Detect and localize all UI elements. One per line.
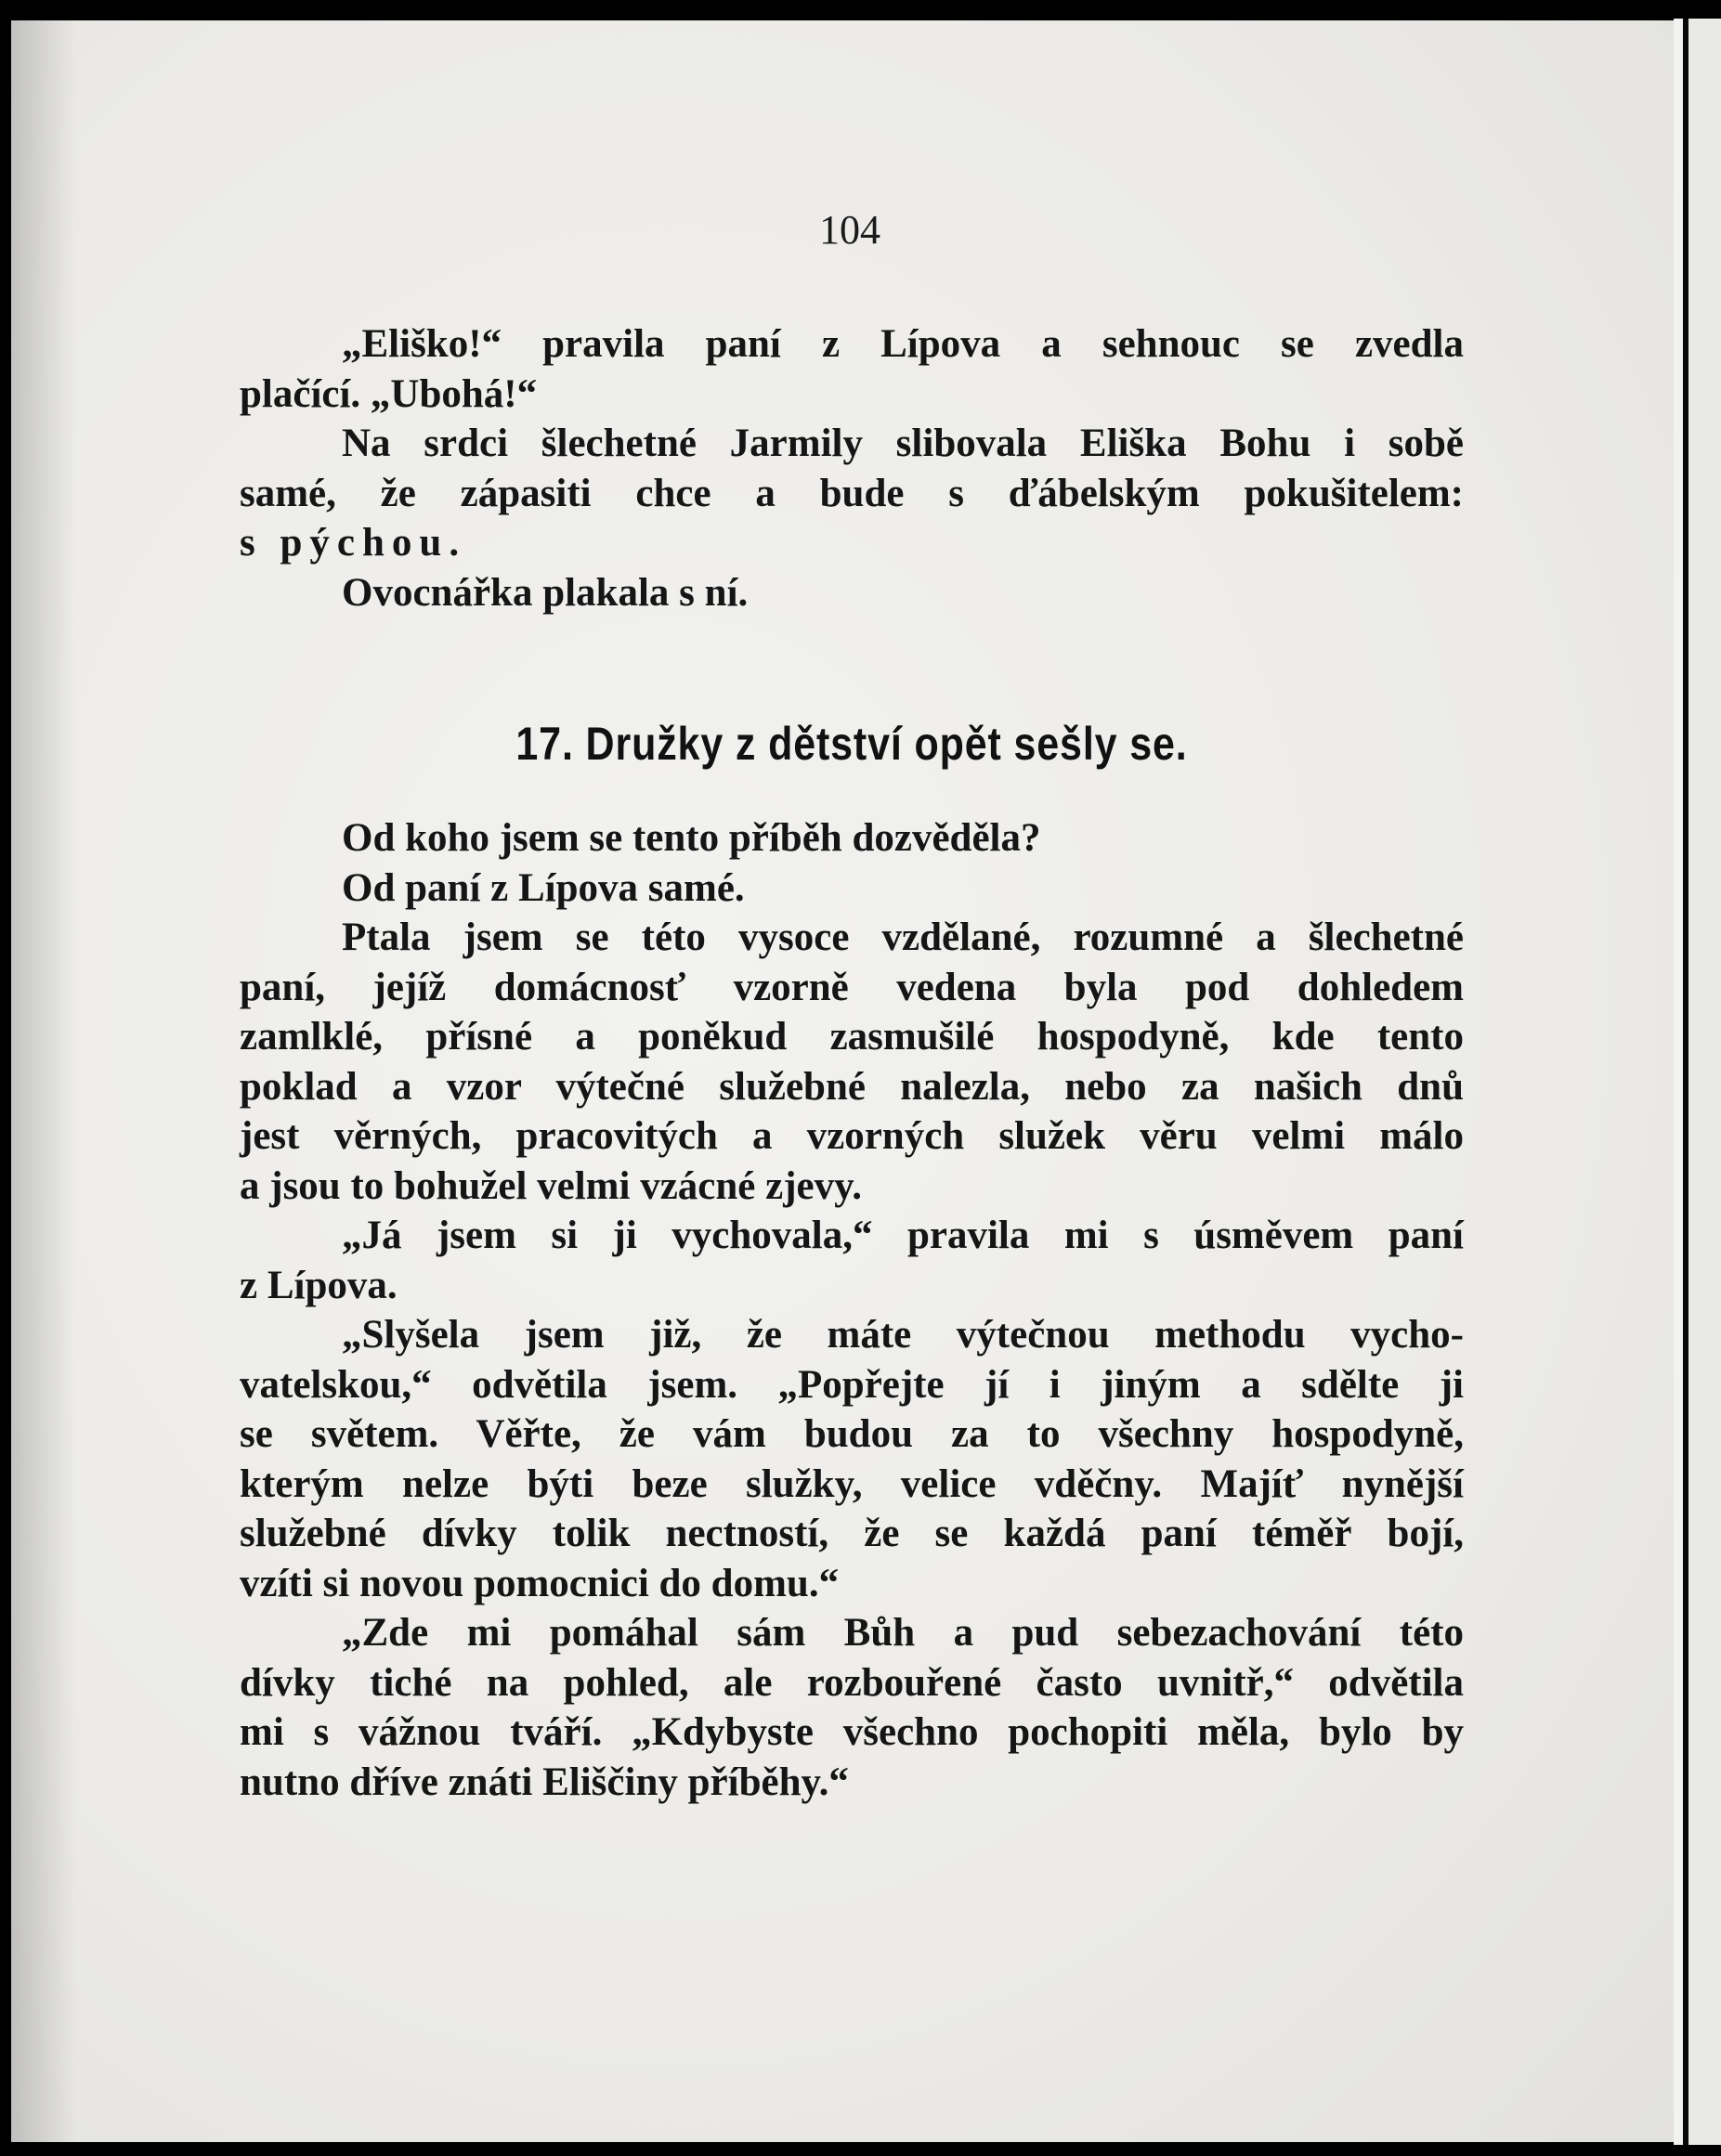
text-line: „Zde mi pomáhal sám Bůh a pud sebezachování této [342, 1611, 1464, 1655]
text-line: Od paní z Lípova samé. [342, 865, 745, 910]
text-line: Ovocnářka plakala s ní. [342, 570, 749, 615]
text-line: z Lípova. [240, 1263, 398, 1307]
chapter-heading: 17. Družky z dětství opět sešly se. [515, 718, 1188, 770]
text-line: dívky tiché na pohled, ale rozbouřené často uvnitř,“ odvětila [240, 1660, 1464, 1705]
paragraph-block-top [240, 319, 1464, 617]
text-line: kterým nelze býti beze služky, velice vděčny. Majíť nynější [240, 1461, 1464, 1506]
text-line: zamlklé, přísné a poněkud zasmušilé hospodyně, kde tento [240, 1015, 1464, 1059]
text-line: s pýchou. [240, 521, 467, 565]
text-line: „Eliško!“ pravila paní z Lípova a sehnouc se zvedla [342, 322, 1464, 366]
text-line: Ptala jsem se této vysoce vzdělané, rozumné a šlechetné [342, 916, 1464, 959]
text-line: vzíti si novou pomocnici do domu.“ [240, 1561, 840, 1605]
text-line: vatelskou,“ odvětila jsem. „Popřejte jí i jiným a sdělte ji [240, 1362, 1464, 1407]
text-line: služebné dívky tolik nectností, že se každá paní téměř bojí, [240, 1512, 1464, 1555]
binding-gap [1674, 19, 1683, 2145]
text-line: Od koho jsem se tento příběh dozvěděla? [342, 816, 1041, 860]
text-line: Na srdci šlechetné Jarmily slibovala Eliška Bohu i sobě [342, 422, 1464, 465]
text-line: nutno dříve znáti Eliščiny příběhy.“ [240, 1760, 849, 1804]
text-line: „Slyšela jsem již, že máte výtečnou methodu vycho- [342, 1313, 1464, 1357]
text-line: plačící. „Ubohá!“ [240, 371, 538, 416]
text-line: poklad a vzor výtečné služebné nalezla, nebo za našich dnů [240, 1064, 1464, 1109]
text-line: mi s vážnou tváří. „Kdybyste všechno pochopiti měla, bylo by [240, 1710, 1464, 1754]
page-number: 104 [819, 207, 880, 253]
text-line: se světem. Věřte, že vám budou za to všechny hospodyně, [240, 1412, 1464, 1456]
text-line: samé, že zápasiti chce a bude s ďábelským pokušitelem: [240, 471, 1464, 515]
text-line: „Já jsem si ji vychovala,“ pravila mi s úsměvem paní [342, 1214, 1464, 1257]
paragraph-block-main [240, 813, 1464, 1807]
page-edge-shadow [11, 20, 76, 2142]
text-line: jest věrných, pracovitých a vzorných služek věru velmi málo [240, 1114, 1464, 1158]
text-line: paní, jejíž domácnosť vzorně vedena byla pod dohledem [240, 965, 1464, 1009]
text-line: a jsou to bohužel velmi vzácné zjevy. [240, 1163, 862, 1208]
binding-edge [1688, 19, 1721, 2145]
